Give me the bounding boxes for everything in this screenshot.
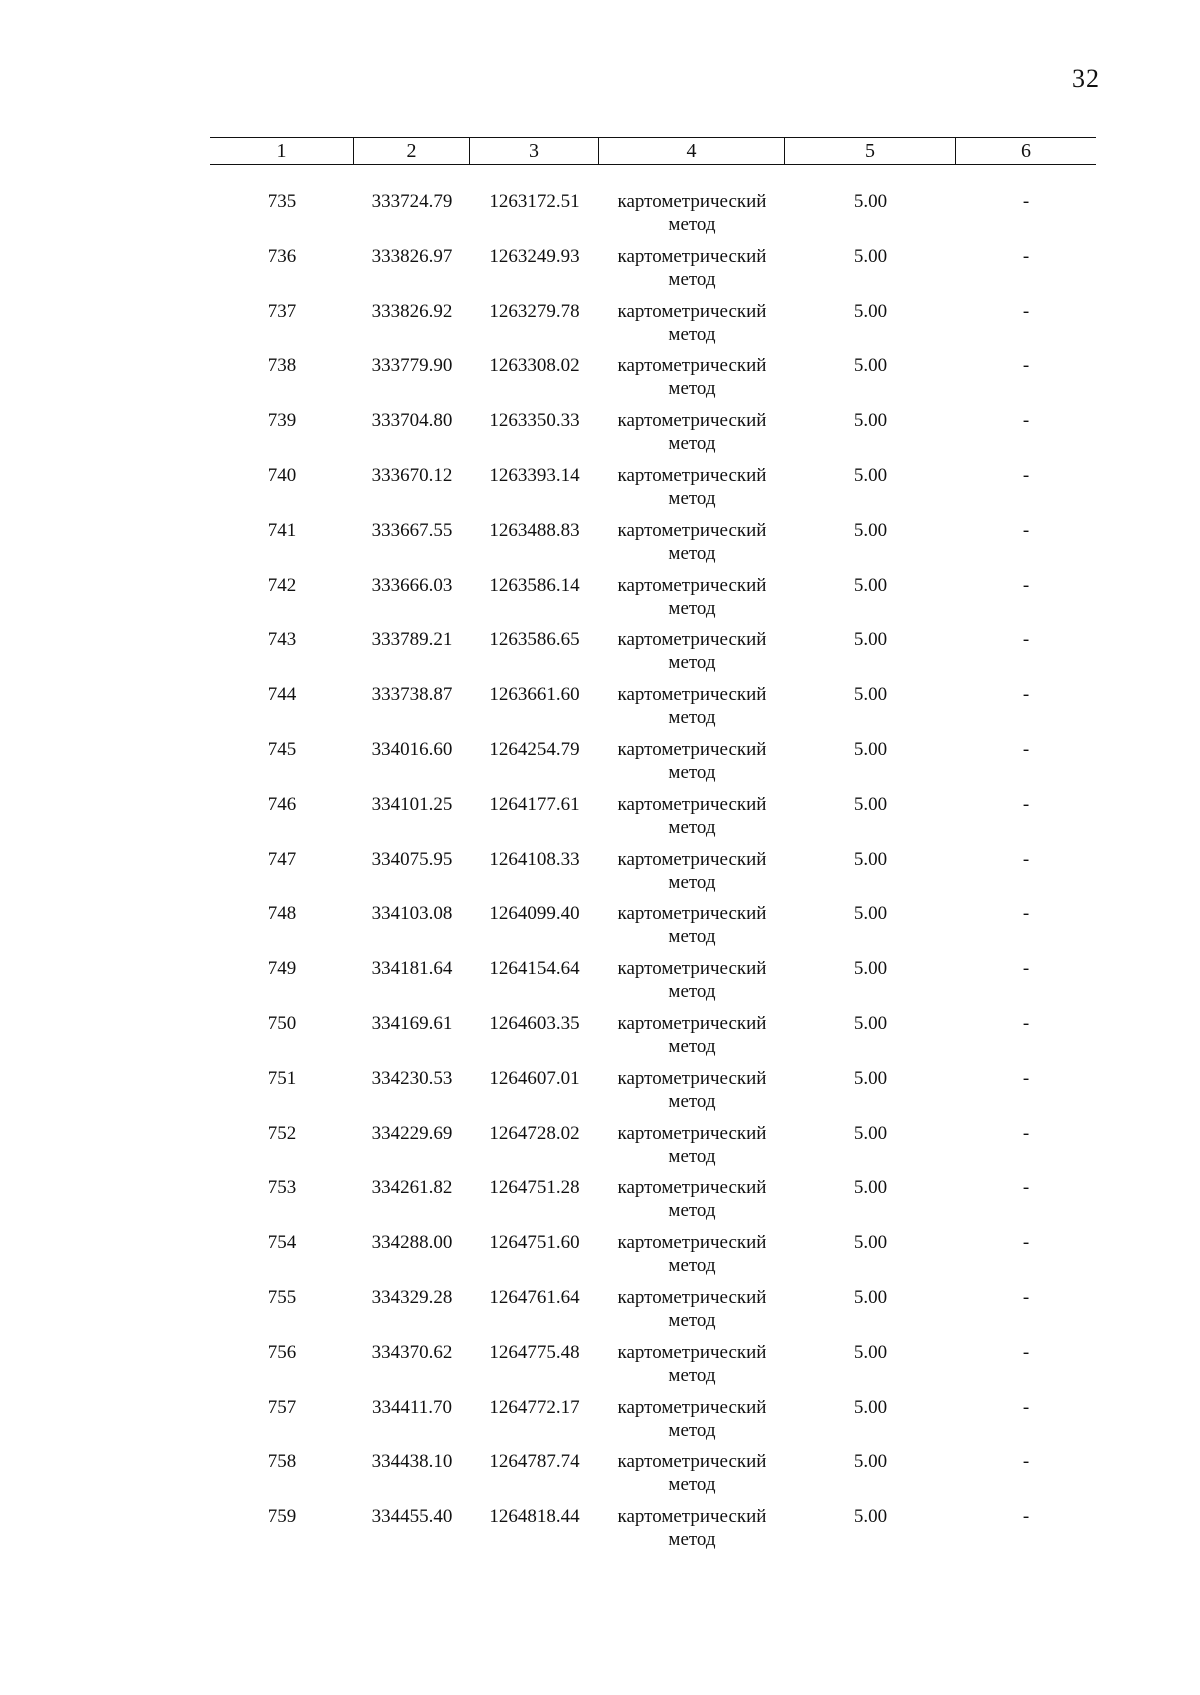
method-line-2: метод: [668, 487, 716, 509]
note-value: -: [1022, 410, 1030, 432]
note-value: -: [1022, 464, 1030, 486]
method-cell: [599, 519, 785, 574]
method-line-1: картометрический: [617, 519, 767, 541]
table-row: [210, 574, 1096, 629]
note-value: -: [1022, 1396, 1030, 1418]
coordinate-y: 1263249.93: [489, 245, 580, 267]
note-value: -: [1022, 1506, 1030, 1528]
point-number: 743: [267, 629, 297, 651]
coordinate-x: 334230.53: [371, 1067, 453, 1089]
method-cell: [599, 1176, 785, 1231]
point-number: 740: [267, 464, 297, 486]
method-line-2: метод: [668, 1090, 716, 1112]
accuracy-value: 5.00: [853, 1177, 888, 1199]
point-number: 747: [267, 848, 297, 870]
note-value: -: [1022, 1177, 1030, 1199]
method-line-1: картометрический: [617, 1177, 767, 1199]
table-row: [210, 902, 1096, 957]
accuracy-value: 5.00: [853, 574, 888, 596]
accuracy-value: 5.00: [853, 629, 888, 651]
accuracy-value: 5.00: [853, 1232, 888, 1254]
method-line-1: картометрический: [617, 903, 767, 925]
accuracy-value: 5.00: [853, 1451, 888, 1473]
method-line-2: метод: [668, 1529, 716, 1551]
accuracy-value: 5.00: [853, 1122, 888, 1144]
coordinate-x: 334288.00: [371, 1232, 453, 1254]
column-header-2: 2: [354, 138, 470, 164]
method-cell: [599, 957, 785, 1012]
coordinate-x: 334101.25: [371, 793, 453, 815]
table-row: [210, 793, 1096, 848]
point-number: 741: [267, 519, 297, 541]
coordinate-y: 1263279.78: [489, 300, 580, 322]
note-value: -: [1022, 1122, 1030, 1144]
accuracy-value: 5.00: [853, 903, 888, 925]
point-number: 756: [267, 1341, 297, 1363]
coordinate-y: 1264728.02: [489, 1122, 580, 1144]
method-line-2: метод: [668, 926, 716, 948]
table-row: [210, 1067, 1096, 1122]
coordinate-y: 1263488.83: [489, 519, 580, 541]
table-row: [210, 1505, 1096, 1560]
method-cell: [599, 354, 785, 409]
accuracy-value: 5.00: [853, 1341, 888, 1363]
method-line-1: картометрический: [617, 1067, 767, 1089]
coordinate-x: 333670.12: [371, 464, 453, 486]
coordinate-y: 1264154.64: [489, 958, 580, 980]
coordinate-y: 1264099.40: [489, 903, 580, 925]
method-line-1: картометрический: [617, 191, 767, 212]
table-row: [210, 1396, 1096, 1451]
coordinate-x: 333779.90: [371, 355, 453, 377]
table-row: [210, 190, 1096, 245]
method-line-1: картометрический: [617, 1396, 767, 1418]
table-row: [210, 628, 1096, 683]
method-line-2: метод: [668, 268, 716, 290]
coordinate-y: 1263586.14: [489, 574, 580, 596]
method-line-2: метод: [668, 871, 716, 893]
accuracy-value: 5.00: [853, 958, 888, 980]
accuracy-value: 5.00: [853, 1012, 888, 1034]
accuracy-value: 5.00: [853, 410, 888, 432]
note-value: -: [1022, 1012, 1030, 1034]
method-cell: [599, 409, 785, 464]
method-line-2: метод: [668, 1255, 716, 1277]
table-row: [210, 848, 1096, 903]
accuracy-value: 5.00: [853, 245, 888, 267]
method-line-1: картометрический: [617, 684, 767, 706]
point-number: 736: [267, 245, 297, 267]
note-value: -: [1022, 958, 1030, 980]
note-value: -: [1022, 1232, 1030, 1254]
method-line-1: картометрический: [617, 958, 767, 980]
point-number: 757: [267, 1396, 297, 1418]
method-line-1: картометрический: [617, 629, 767, 651]
coordinate-y: 1264607.01: [489, 1067, 580, 1089]
coordinate-y: 1264603.35: [489, 1012, 580, 1034]
note-value: -: [1022, 684, 1030, 706]
note-value: -: [1022, 355, 1030, 377]
accuracy-value: 5.00: [853, 355, 888, 377]
method-line-1: картометрический: [617, 1122, 767, 1144]
method-line-2: метод: [668, 981, 716, 1003]
method-line-2: метод: [668, 597, 716, 619]
method-line-1: картометрический: [617, 355, 767, 377]
table-row: [210, 354, 1096, 409]
point-number: 759: [267, 1506, 297, 1528]
table-row: [210, 1122, 1096, 1177]
accuracy-value: 5.00: [853, 191, 888, 212]
coordinate-x: 334016.60: [371, 738, 453, 760]
coordinate-y: 1263350.33: [489, 410, 580, 432]
coordinate-y: 1263393.14: [489, 464, 580, 486]
method-line-2: метод: [668, 816, 716, 838]
method-line-2: метод: [668, 1419, 716, 1441]
accuracy-value: 5.00: [853, 1067, 888, 1089]
point-number: 738: [267, 355, 297, 377]
method-cell: [599, 1505, 785, 1560]
table-row: [210, 683, 1096, 738]
table-row: [210, 738, 1096, 793]
table-row: [210, 957, 1096, 1012]
coordinate-y: 1264787.74: [489, 1451, 580, 1473]
point-number: 737: [267, 300, 297, 322]
coordinate-x: 334438.10: [371, 1451, 453, 1473]
coordinate-x: 334261.82: [371, 1177, 453, 1199]
coordinate-x: 334411.70: [371, 1396, 453, 1418]
coordinate-x: 334075.95: [371, 848, 453, 870]
coordinate-x: 333738.87: [371, 684, 453, 706]
method-line-1: картометрический: [617, 464, 767, 486]
point-number: 742: [267, 574, 297, 596]
point-number: 748: [267, 903, 297, 925]
note-value: -: [1022, 1067, 1030, 1089]
accuracy-value: 5.00: [853, 1396, 888, 1418]
note-value: -: [1022, 1286, 1030, 1308]
method-line-1: картометрический: [617, 574, 767, 596]
coordinate-x: 334329.28: [371, 1286, 453, 1308]
table-row: [210, 300, 1096, 355]
coordinate-x: 333666.03: [371, 574, 453, 596]
accuracy-value: 5.00: [853, 519, 888, 541]
coordinate-x: 333724.79: [371, 191, 453, 212]
table-row: [210, 409, 1096, 464]
point-number: 739: [267, 410, 297, 432]
method-line-1: картометрический: [617, 1286, 767, 1308]
coordinate-x: 333789.21: [371, 629, 453, 651]
method-cell: [599, 574, 785, 629]
column-header-6: 6: [1021, 139, 1031, 162]
coordinate-x: 333667.55: [371, 519, 453, 541]
method-line-1: картометрический: [617, 245, 767, 267]
method-line-1: картометрический: [617, 1506, 767, 1528]
point-number: 752: [267, 1122, 297, 1144]
method-cell: [599, 1012, 785, 1067]
note-value: -: [1022, 848, 1030, 870]
coordinate-x: 334455.40: [371, 1506, 453, 1528]
note-value: -: [1022, 519, 1030, 541]
coordinate-y: 1263661.60: [489, 684, 580, 706]
point-number: 744: [267, 684, 297, 706]
page-number: 32: [1072, 64, 1100, 93]
point-number: 753: [267, 1177, 297, 1199]
coordinate-x: 334370.62: [371, 1341, 453, 1363]
method-cell: [599, 300, 785, 355]
method-line-1: картометрический: [617, 848, 767, 870]
table-row: [210, 1231, 1096, 1286]
method-line-2: метод: [668, 1364, 716, 1386]
accuracy-value: 5.00: [853, 1286, 888, 1308]
note-value: -: [1022, 1341, 1030, 1363]
coordinate-y: 1264751.28: [489, 1177, 580, 1199]
method-cell: [599, 1396, 785, 1451]
note-value: -: [1022, 793, 1030, 815]
accuracy-value: 5.00: [853, 684, 888, 706]
table-row: [210, 1341, 1096, 1396]
method-cell: [599, 1231, 785, 1286]
point-number: 755: [267, 1286, 297, 1308]
method-cell: [599, 628, 785, 683]
note-value: -: [1022, 903, 1030, 925]
method-line-2: метод: [668, 1145, 716, 1167]
method-line-1: картометрический: [617, 793, 767, 815]
table-body: [210, 190, 1096, 1560]
coordinate-x: 334103.08: [371, 903, 453, 925]
method-line-1: картометрический: [617, 738, 767, 760]
note-value: -: [1022, 629, 1030, 651]
coordinate-y: 1264254.79: [489, 738, 580, 760]
coordinate-x: 333826.97: [371, 245, 453, 267]
coordinate-x: 334169.61: [371, 1012, 453, 1034]
note-value: -: [1022, 191, 1030, 212]
point-number: 754: [267, 1232, 297, 1254]
method-cell: [599, 1450, 785, 1505]
method-line-1: картометрический: [617, 1232, 767, 1254]
coordinate-y: 1264177.61: [489, 793, 580, 815]
method-cell: [599, 848, 785, 903]
point-number: 745: [267, 738, 297, 760]
coordinate-y: 1264761.64: [489, 1286, 580, 1308]
coordinate-x: 333704.80: [371, 410, 453, 432]
accuracy-value: 5.00: [853, 738, 888, 760]
coordinate-x: 334229.69: [371, 1122, 453, 1144]
accuracy-value: 5.00: [853, 1506, 888, 1528]
method-line-2: метод: [668, 1474, 716, 1496]
coordinate-y: 1264775.48: [489, 1341, 580, 1363]
note-value: -: [1022, 738, 1030, 760]
method-cell: [599, 190, 785, 245]
method-line-2: метод: [668, 378, 716, 400]
method-cell: [599, 793, 785, 848]
coordinate-x: 333826.92: [371, 300, 453, 322]
point-number: 735: [267, 191, 297, 212]
table-row: [210, 245, 1096, 300]
coordinate-y: 1263586.65: [489, 629, 580, 651]
point-number: 750: [267, 1012, 297, 1034]
coordinate-x: 334181.64: [371, 958, 453, 980]
table-row: [210, 1286, 1096, 1341]
method-line-2: метод: [668, 707, 716, 729]
note-value: -: [1022, 1451, 1030, 1473]
table-row: [210, 1176, 1096, 1231]
table-row: [210, 519, 1096, 574]
coordinate-y: 1264108.33: [489, 848, 580, 870]
method-cell: [599, 1341, 785, 1396]
column-header-3: 3: [470, 138, 599, 164]
coordinate-y: 1263172.51: [489, 191, 580, 212]
accuracy-value: 5.00: [853, 793, 888, 815]
method-cell: [599, 738, 785, 793]
coordinate-y: 1264818.44: [489, 1506, 580, 1528]
method-line-2: метод: [668, 323, 716, 345]
method-line-1: картометрический: [617, 300, 767, 322]
note-value: -: [1022, 574, 1030, 596]
method-line-2: метод: [668, 214, 716, 235]
point-number: 749: [267, 958, 297, 980]
method-line-1: картометрический: [617, 1451, 767, 1473]
table-row: [210, 464, 1096, 519]
point-number: 751: [267, 1067, 297, 1089]
column-header-5: 5: [785, 138, 956, 164]
note-value: -: [1022, 300, 1030, 322]
table-row: [210, 1012, 1096, 1067]
point-number: 758: [267, 1451, 297, 1473]
column-header-4: 4: [599, 138, 785, 164]
method-cell: [599, 1067, 785, 1122]
table-header: [210, 137, 1096, 165]
method-cell: [599, 1286, 785, 1341]
method-line-2: метод: [668, 1035, 716, 1057]
method-line-1: картометрический: [617, 410, 767, 432]
method-line-2: метод: [668, 433, 716, 455]
method-line-1: картометрический: [617, 1341, 767, 1363]
method-line-2: метод: [668, 542, 716, 564]
method-cell: [599, 464, 785, 519]
method-line-2: метод: [668, 761, 716, 783]
method-line-2: метод: [668, 1200, 716, 1222]
method-cell: [599, 902, 785, 957]
coordinate-y: 1264751.60: [489, 1232, 580, 1254]
accuracy-value: 5.00: [853, 300, 888, 322]
coordinate-y: 1264772.17: [489, 1396, 580, 1418]
coordinate-y: 1263308.02: [489, 355, 580, 377]
accuracy-value: 5.00: [853, 848, 888, 870]
method-line-2: метод: [668, 652, 716, 674]
method-line-2: метод: [668, 1309, 716, 1331]
table-row: [210, 1450, 1096, 1505]
method-line-1: картометрический: [617, 1012, 767, 1034]
method-cell: [599, 245, 785, 300]
method-cell: [599, 683, 785, 738]
note-value: -: [1022, 245, 1030, 267]
accuracy-value: 5.00: [853, 464, 888, 486]
method-cell: [599, 1122, 785, 1177]
column-header-1: 1: [210, 138, 354, 164]
point-number: 746: [267, 793, 297, 815]
